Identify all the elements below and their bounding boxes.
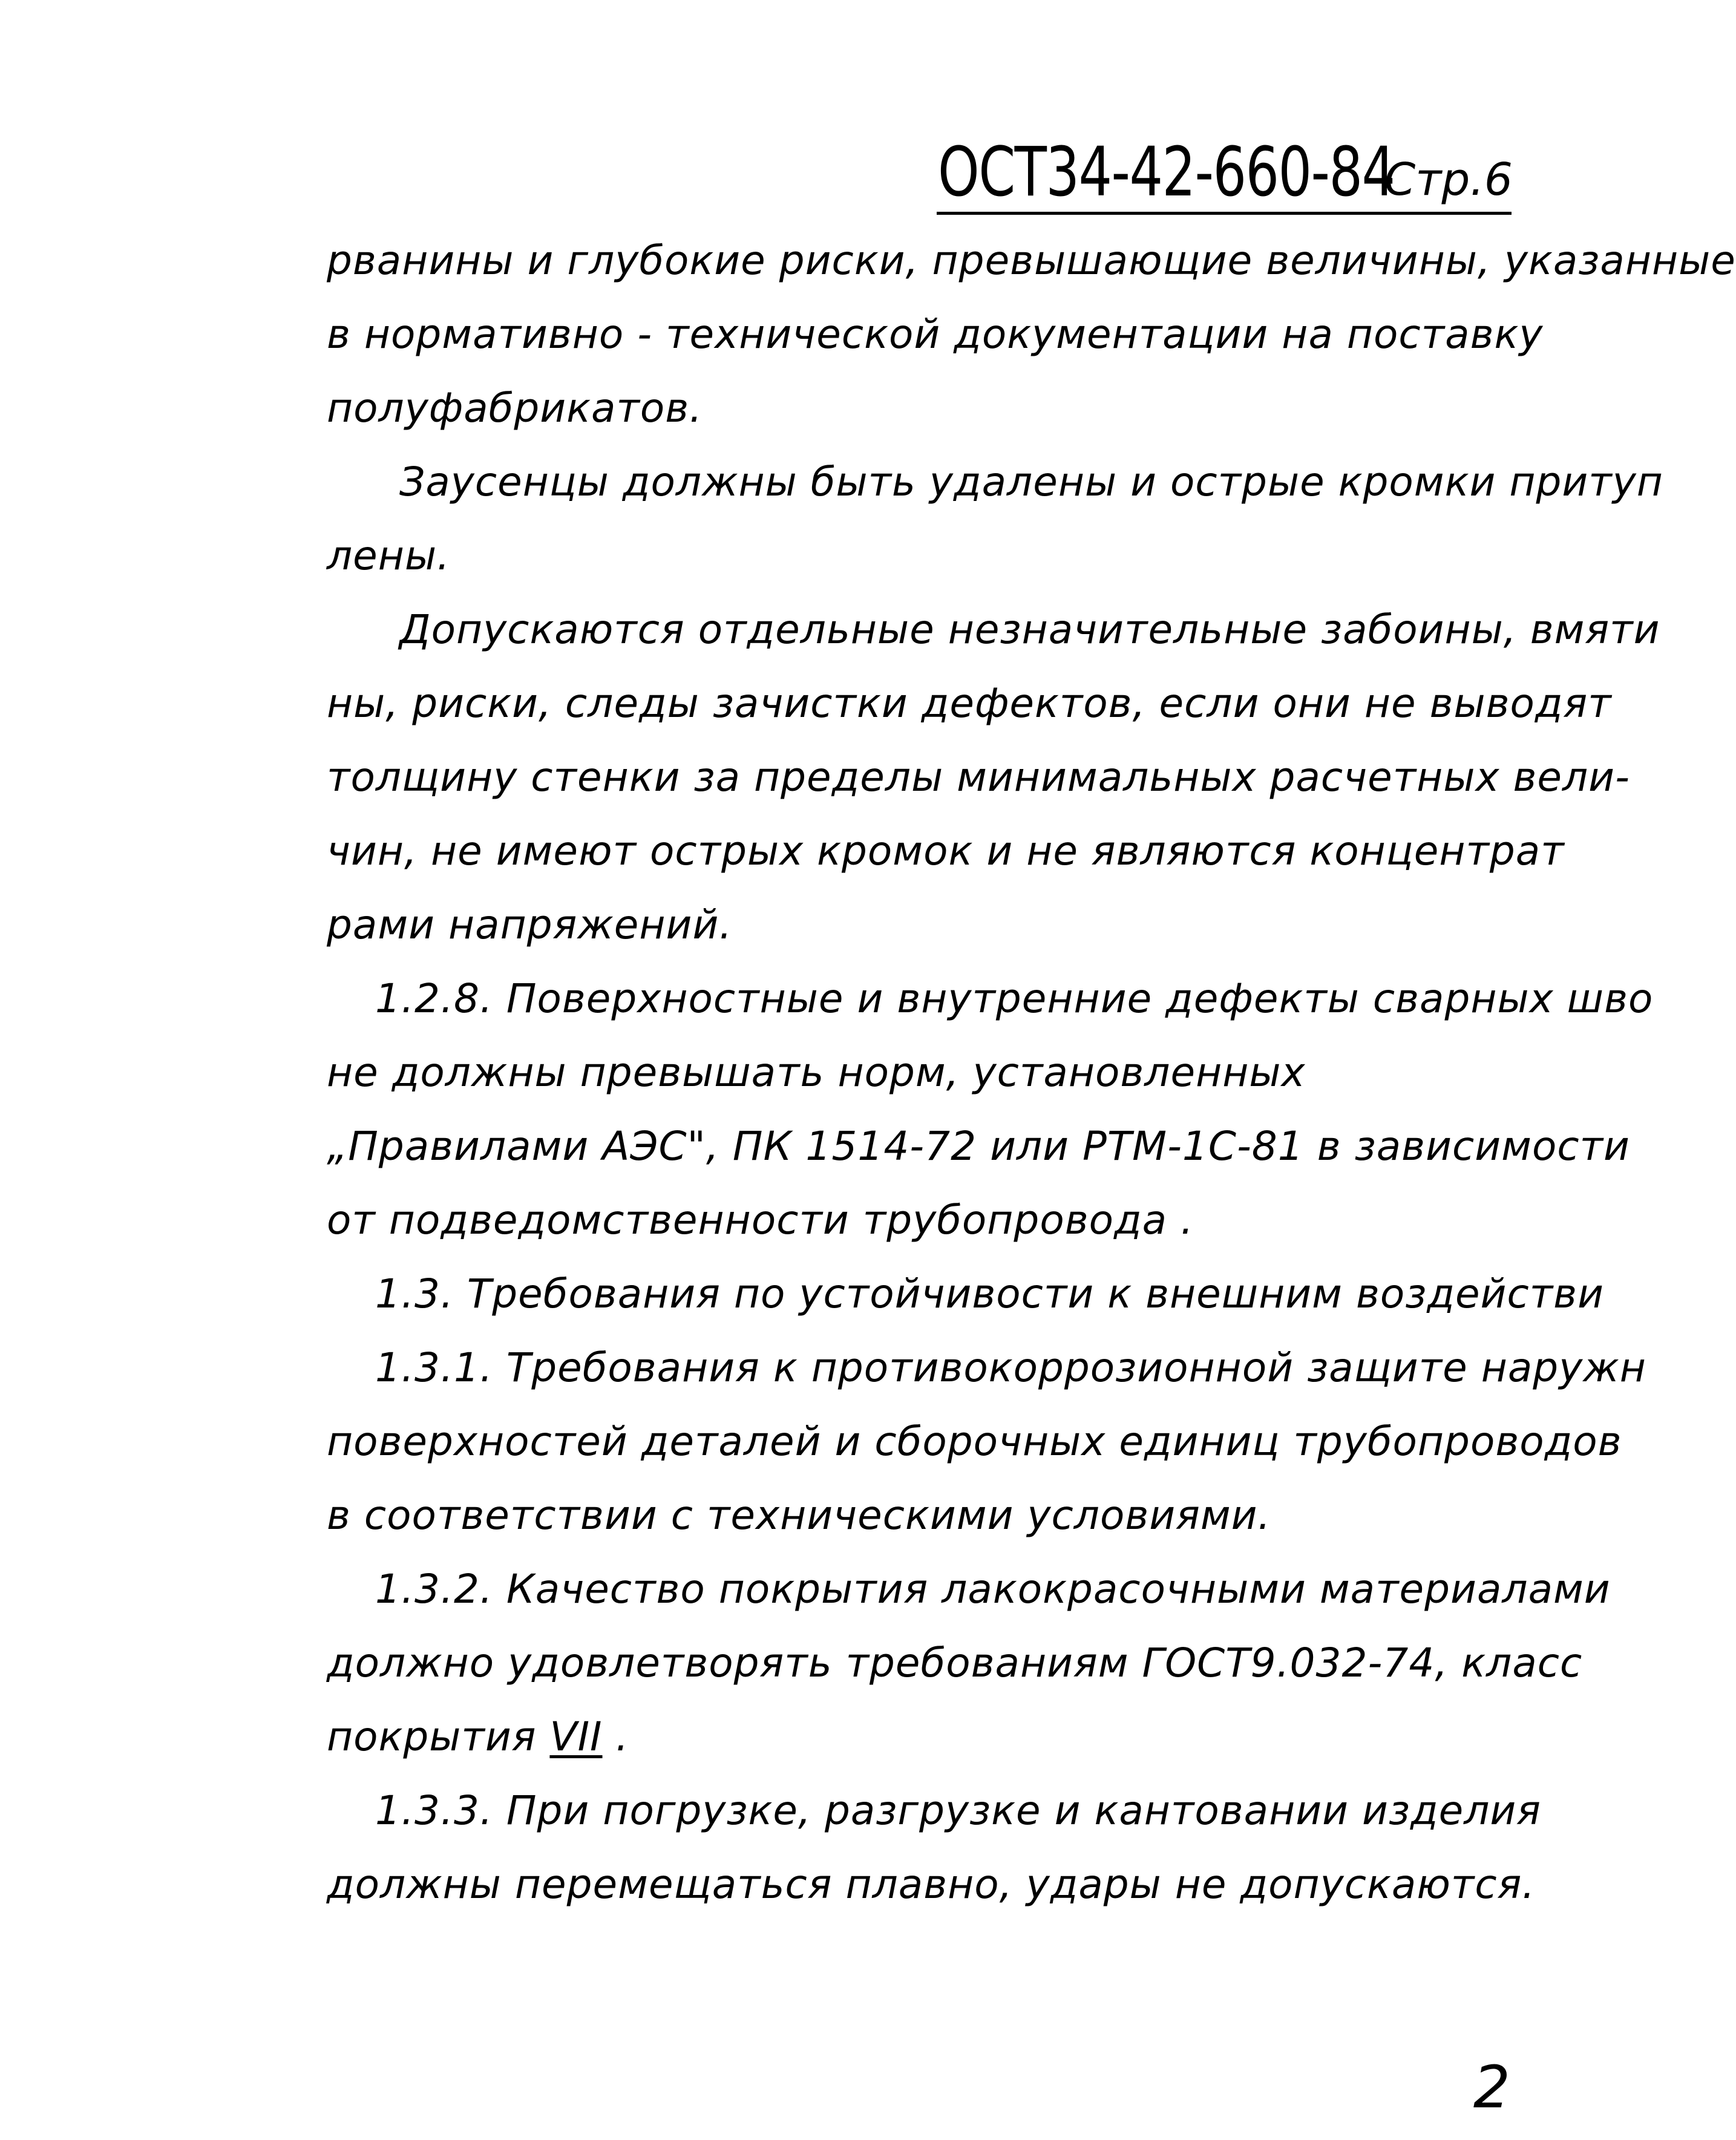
- text-line: [327, 1700, 1507, 1774]
- text-line: в нормативно - технической документации на поставку: [327, 311, 1544, 358]
- coating-label: покрытия: [327, 1713, 537, 1760]
- text-line: не должны превышать норм, установленных: [327, 1049, 1306, 1096]
- text-line: рами напряжений.: [327, 901, 733, 948]
- document-body: [327, 224, 1736, 1922]
- text-line: полуфабрикатов.: [327, 385, 703, 431]
- text-line: лены.: [327, 532, 451, 579]
- text-line: „Правилами АЭС", ПК 1514-72 или РТМ-1С-81 в зависимости: [327, 1123, 1630, 1170]
- paragraph-burrs: Заусенцы должны быть удалены и острые кромки притуп: [399, 459, 1663, 505]
- section-1-3-heading: 1.3. Требования по устойчивости к внешним воздействи: [375, 1271, 1604, 1317]
- text-line: толщину стенки за пределы минимальных расчетных вели-: [327, 754, 1630, 800]
- section-1-3-2: 1.3.2. Качество покрытия лакокрасочными материалами: [375, 1566, 1611, 1612]
- text-line: должны перемещаться плавно, удары не допускаются.: [327, 1861, 1536, 1908]
- text-line: от подведомственности трубопровода .: [327, 1197, 1194, 1243]
- text-line: должно удовлетворять требованиям ГОСТ9.032-74, класс: [327, 1640, 1583, 1686]
- line-end-period: .: [615, 1713, 629, 1760]
- page-number: 2: [1473, 2053, 1510, 2121]
- paragraph-allowed-defects: Допускаются отдельные незначительные забоины, вмяти: [399, 606, 1660, 653]
- coating-class-value: VII: [549, 1713, 603, 1760]
- header-underline: [937, 212, 1512, 215]
- text-line: ны, риски, следы зачистки дефектов, если они не выводят: [327, 680, 1612, 727]
- text-line: рванины и глубокие риски, превышающие величины, указанные: [327, 237, 1736, 284]
- sheet-number-label: Стр.6: [1384, 154, 1513, 206]
- text-line: чин, не имеют острых кромок и не являются концентрат: [327, 828, 1565, 874]
- document-header: [938, 133, 1513, 215]
- section-1-2-8: 1.2.8. Поверхностные и внутренние дефекты сварных шво: [375, 975, 1654, 1022]
- text-line: в соответствии с техническими условиями.: [327, 1492, 1271, 1539]
- section-1-3-3: 1.3.3. При погрузке, разгрузке и кантовании изделия: [375, 1787, 1542, 1834]
- section-1-3-1: 1.3.1. Требования к противокоррозионной защите наружн: [375, 1344, 1646, 1391]
- text-line: поверхностей деталей и сборочных единиц трубопроводов: [327, 1418, 1622, 1465]
- document-code: ОСТ34-42-660-84: [938, 133, 1395, 212]
